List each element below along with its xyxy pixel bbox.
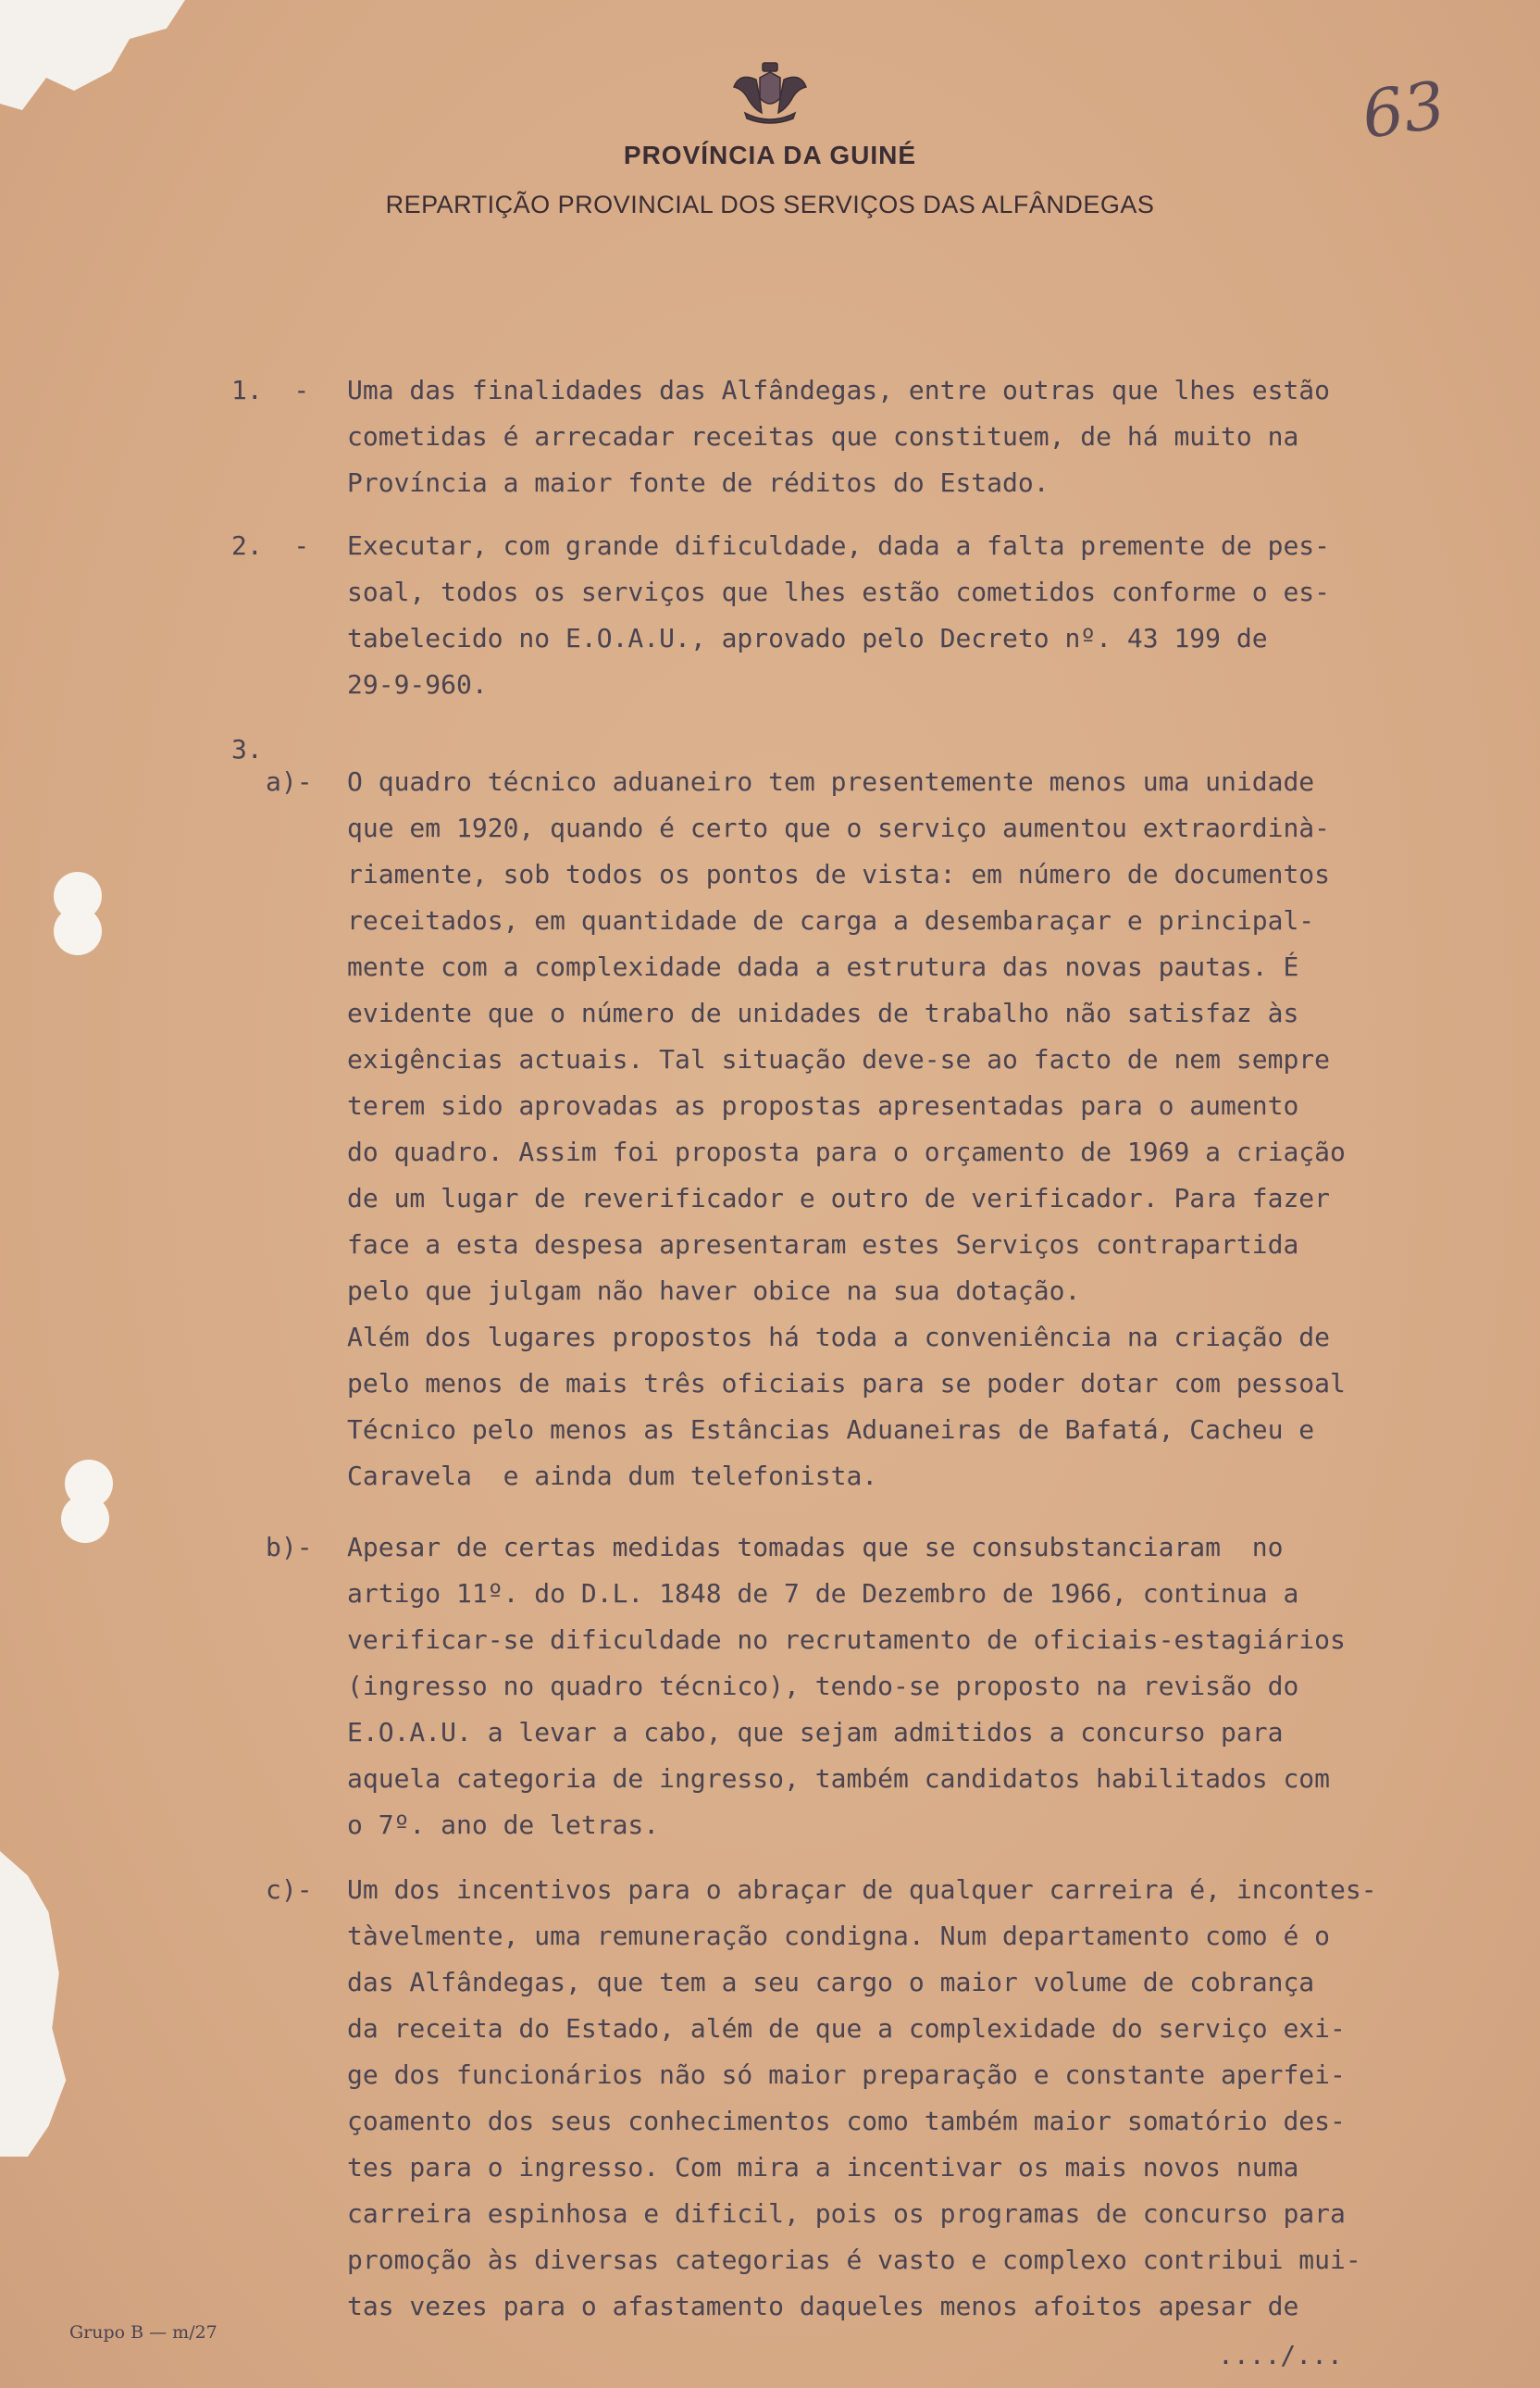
text-line: O quadro técnico aduaneiro tem presentemente menos uma unidade <box>347 766 1315 797</box>
text-line: terem sido aprovadas as propostas apresentadas para o aumento <box>347 1090 1299 1121</box>
text-line: promoção às diversas categorias é vasto e complexo contribui mui- <box>347 2245 1361 2275</box>
text-line: Além dos lugares propostos há toda a conveniência na criação de <box>347 1322 1331 1352</box>
text-line: çoamento dos seus conhecimentos como também maior somatório des- <box>347 2106 1346 2136</box>
text-line: de um lugar de reverificador e outro de verificador. Para fazer <box>347 1183 1331 1213</box>
text-line: aquela categoria de ingresso, também candidatos habilitados com <box>347 1763 1331 1794</box>
handwritten-page-number: 63 <box>1357 67 1450 154</box>
text-line: tàvelmente, uma remuneração condigna. Num departamento como é o <box>347 1921 1331 1951</box>
text-line: Um dos incentivos para o abraçar de qualquer carreira é, incontes- <box>347 1874 1377 1905</box>
text-line: E.O.A.U. a levar a cabo, que sejam admitidos a concurso para <box>347 1717 1284 1747</box>
text-line: evidente que o número de unidades de trabalho não satisfaz às <box>347 998 1299 1028</box>
text-line: artigo 11º. do D.L. 1848 de 7 de Dezembro de 1966, continua a <box>347 1578 1299 1609</box>
text-line: tas vezes para o afastamento daqueles menos afoitos apesar de <box>347 2291 1299 2321</box>
text-line: exigências actuais. Tal situação deve-se ao facto de nem sempre <box>347 1044 1331 1075</box>
text-line: ge dos funcionários não só maior preparação e constante aperfei- <box>347 2059 1346 2090</box>
coat-of-arms-icon <box>728 61 812 126</box>
text-line: face a esta despesa apresentaram estes Serviços contrapartida <box>347 1229 1299 1260</box>
punch-hole <box>54 907 102 955</box>
item-marker: 2. - <box>231 530 310 561</box>
text-line: 29-9-960. <box>347 669 488 700</box>
text-line: da receita do Estado, além de que a complexidade do serviço exi- <box>347 2013 1346 2044</box>
text-line: pelo que julgam não haver obice na sua dotação. <box>347 1275 1081 1306</box>
text-line: Caravela e ainda dum telefonista. <box>347 1461 878 1491</box>
section-number: 3. <box>231 734 263 765</box>
continuation-mark: ..../... <box>1218 2340 1343 2370</box>
department-subtitle: REPARTIÇÃO PROVINCIAL DOS SERVIÇOS DAS ALFÂNDEGAS <box>385 191 1155 218</box>
item-marker: c)- <box>266 1874 313 1905</box>
punch-hole <box>61 1495 109 1543</box>
text-line: Técnico pelo menos as Estâncias Aduaneiras de Bafatá, Cacheu e <box>347 1414 1315 1445</box>
text-line: riamente, sob todos os pontos de vista: em número de documentos <box>347 859 1331 889</box>
province-title: PROVÍNCIA DA GUINÉ <box>623 141 917 169</box>
item-marker: a)- <box>266 766 313 797</box>
text-line: tabelecido no E.O.A.U., aprovado pelo Decreto nº. 43 199 de <box>347 623 1268 653</box>
form-code: Grupo B — m/27 <box>69 2322 217 2343</box>
text-line: tes para o ingresso. Com mira a incentivar os mais novos numa <box>347 2152 1299 2183</box>
item-marker: 1. - <box>231 375 310 405</box>
text-line: que em 1920, quando é certo que o serviço aumentou extraordinà- <box>347 813 1331 843</box>
item-marker: b)- <box>266 1532 313 1562</box>
text-line: Executar, com grande dificuldade, dada a falta premente de pes- <box>347 530 1331 561</box>
text-line: verificar-se dificuldade no recrutamento de oficiais-estagiários <box>347 1624 1346 1655</box>
text-line: Apesar de certas medidas tomadas que se consubstanciaram no <box>347 1532 1284 1562</box>
text-line: soal, todos os serviços que lhes estão cometidos conforme o es- <box>347 577 1331 607</box>
text-line: do quadro. Assim foi proposta para o orçamento de 1969 a criação <box>347 1137 1346 1167</box>
text-line: carreira espinhosa e dificil, pois os programas de concurso para <box>347 2198 1346 2229</box>
text-line: pelo menos de mais três oficiais para se poder dotar com pessoal <box>347 1368 1346 1399</box>
text-line: o 7º. ano de letras. <box>347 1810 660 1840</box>
text-line: Uma das finalidades das Alfândegas, entre outras que lhes estão <box>347 375 1331 405</box>
text-line: cometidas é arrecadar receitas que constituem, de há muito na <box>347 421 1299 452</box>
text-line: das Alfândegas, que tem a seu cargo o maior volume de cobrança <box>347 1967 1315 1997</box>
text-line: receitados, em quantidade de carga a desembaraçar e principal- <box>347 905 1315 936</box>
text-line: mente com a complexidade dada a estrutura das novas pautas. É <box>347 951 1299 982</box>
text-line: Província a maior fonte de réditos do Estado. <box>347 467 1049 498</box>
text-line: (ingresso no quadro técnico), tendo-se proposto na revisão do <box>347 1671 1299 1701</box>
